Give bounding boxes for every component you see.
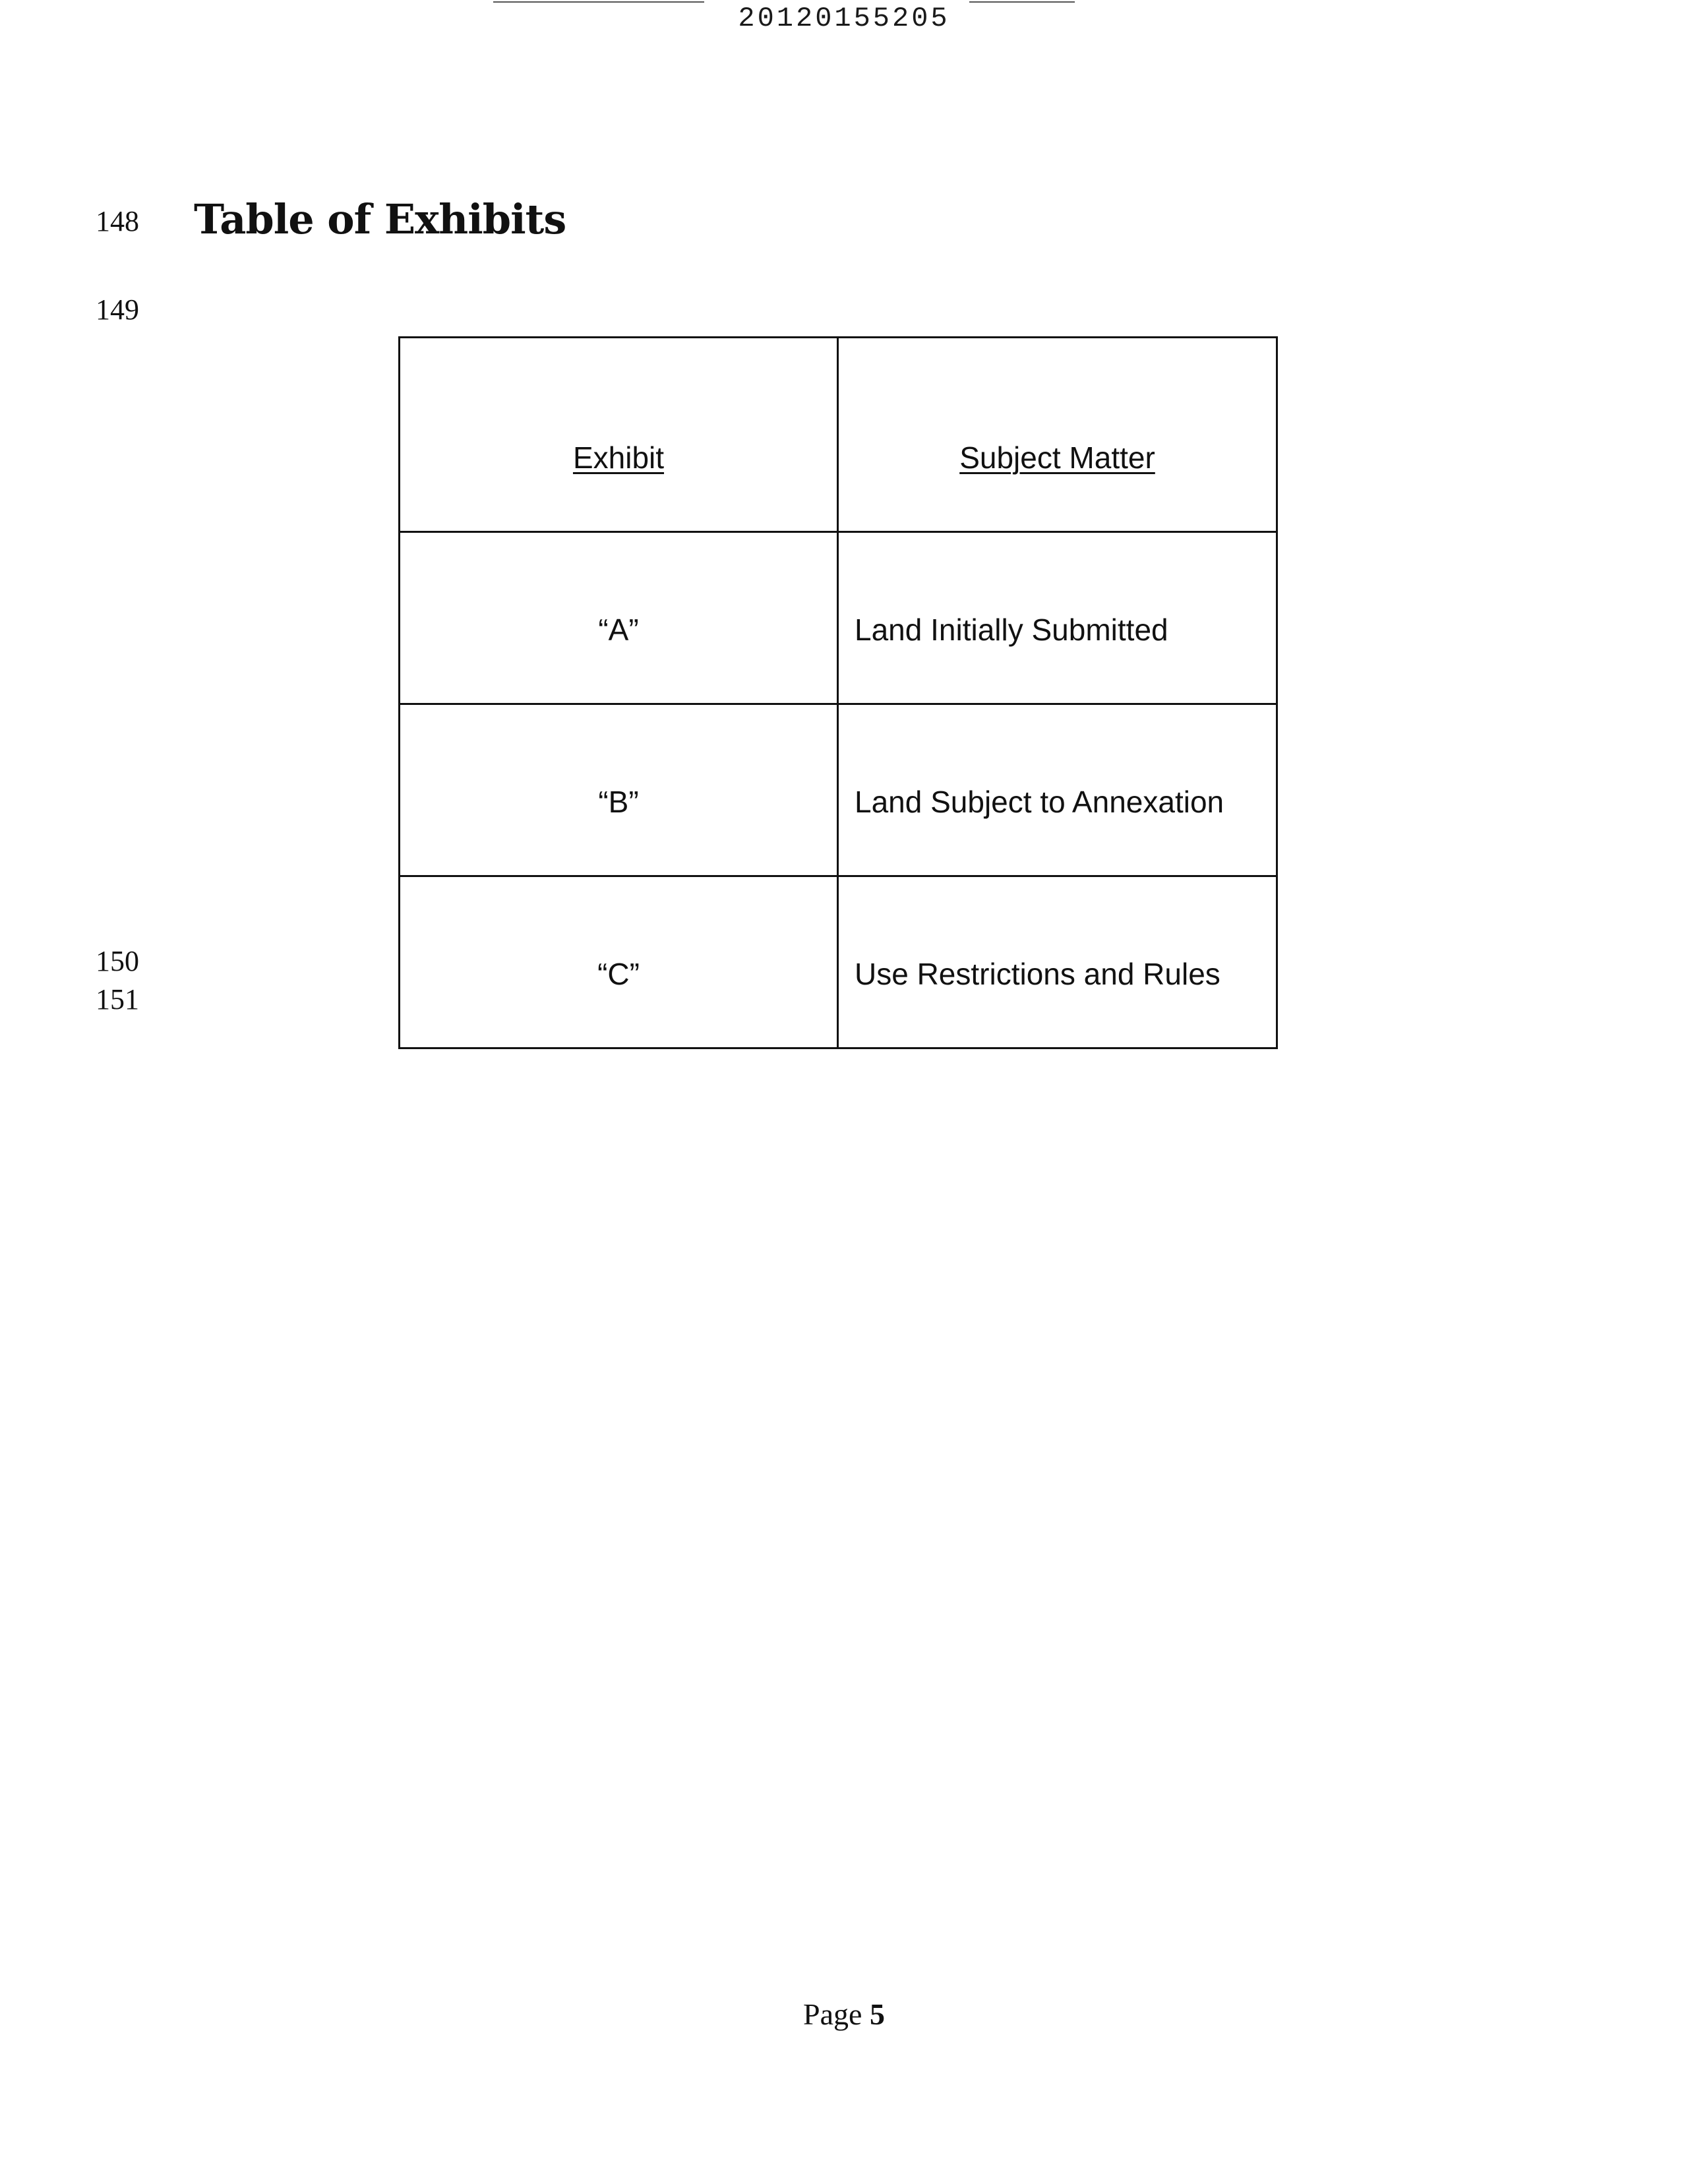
document-number: 20120155205 [738, 3, 950, 34]
line-number-151: 151 [96, 983, 139, 1016]
table-row [400, 532, 1277, 704]
header-cell-subject-matter [838, 338, 1277, 532]
exhibit-cell: “A” [400, 532, 838, 704]
exhibits-table [398, 336, 1278, 1049]
header-exhibit-label: Exhibit [572, 440, 665, 475]
subject-cell: Use Restrictions and Rules [838, 876, 1277, 1048]
page-label: Page [803, 1997, 862, 2031]
header-cell-exhibit [400, 338, 838, 532]
exhibit-cell: “B” [400, 704, 838, 876]
page-title: Table of Exhibits [194, 195, 566, 243]
page-number: 5 [869, 1997, 885, 2031]
subject-cell: Land Subject to Annexation [838, 704, 1277, 876]
table-row [400, 876, 1277, 1048]
header-subject-matter-label: Subject Matter [959, 440, 1155, 475]
table-row [400, 704, 1277, 876]
exhibit-cell: “C” [400, 876, 838, 1048]
line-number-150: 150 [96, 945, 139, 977]
subject-cell: Land Initially Submitted [838, 532, 1277, 704]
line-number-148: 148 [96, 205, 139, 237]
page-footer [0, 1997, 1688, 2032]
line-number-149: 149 [96, 293, 139, 326]
table-header-row [400, 338, 1277, 532]
